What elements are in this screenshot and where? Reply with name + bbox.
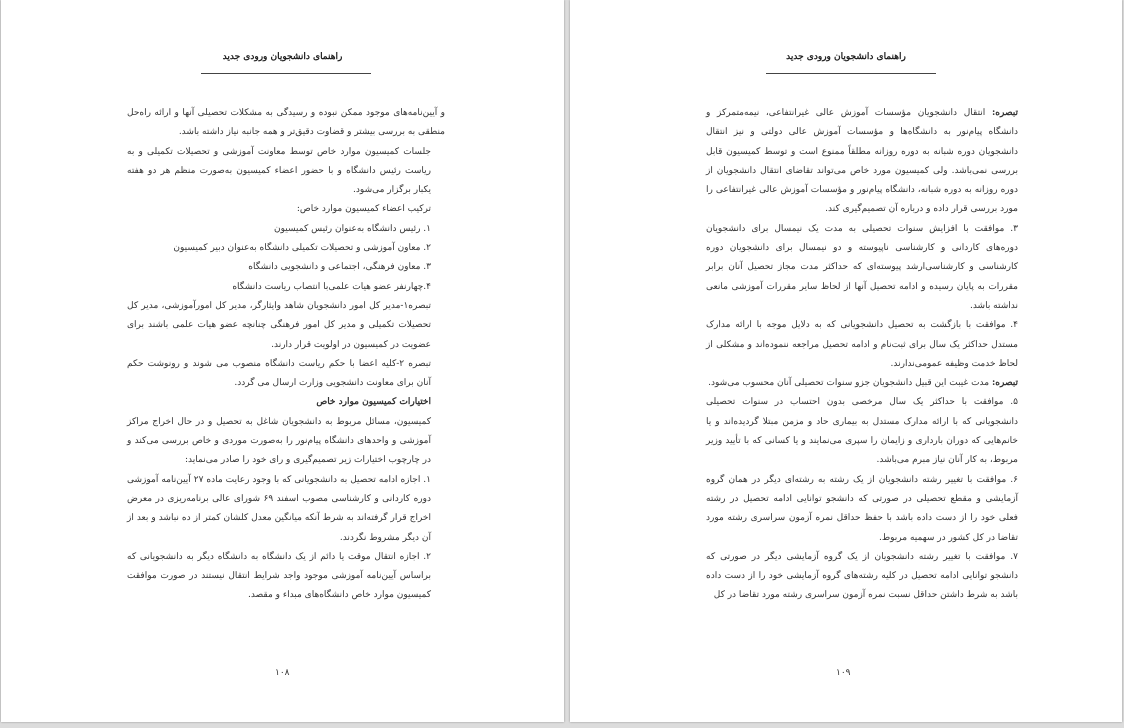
page-header: راهنمای دانشجویان ورودی جدید [222, 52, 343, 62]
paragraph [706, 316, 1032, 374]
list-item: ۱. رئیس دانشگاه به‌عنوان رئیس کمیسیون [274, 223, 431, 234]
header-divider [201, 73, 371, 74]
paragraph: کمیسیون، مسائل مربوط به دانشجویان شاغل به تحصیل و در حال اخراج مراکز آموزشی و واحدهای دانشگاه پیام‌نور را به‌صورت موردی و خاص بررسی می‌کند و در چارچوب اختیارات زیر تصمیم‌گیری و رای خود را صادر می‌نماید: [127, 416, 431, 466]
note-label: تبصره: [991, 378, 1018, 389]
paragraph-text: ۷. موافقت با تغییر رشته دانشجویان از یک گروه آزمایشی دیگر در صورتی که دانشجو توانایی ادامه تحصیل در کلیه رشته‌های گروه آزمایشی خود را از دست داده باشد به شرط داشتن حداقل نسبت نمره آزمون سراسری رشته مورد تقاضا در کل [706, 551, 1018, 601]
paragraph: ۲. اجازه انتقال موقت یا دائم از یک دانشگاه به دانشگاه دیگر به دانشجویانی که براساس آیین‌نامه آموزشی موجود واجد شرایط انتقال نیستند در صورت موافقت کمیسیون موارد خاص دانشگاه‌های مبداء و مقصد. [127, 551, 431, 601]
paragraph [706, 374, 1032, 393]
note-label: تبصره: [991, 108, 1018, 118]
paragraph: ترکیب اعضاء کمیسیون موارد خاص: [296, 204, 431, 215]
paragraph: جلسات کمیسیون موارد خاص توسط معاونت آموزشی و تحصیلات تکمیلی و به ریاست رئیس دانشگاه و با حضور اعضاء کمیسیون به‌صورت منظم هر دو هفته یکبار برگزار می‌شود. [127, 146, 431, 196]
paragraph [706, 471, 1032, 548]
paragraph-text: مدت غیبت این قبیل دانشجویان جزو سنوات تحصیلی آنان محسوب می‌شود. [708, 378, 992, 389]
paragraph [706, 393, 1032, 470]
paragraph [706, 104, 1032, 220]
paragraph-text: ۶. موافقت با تغییر رشته دانشجویان از یک رشته به رشته‌ای دیگر در همان گروه آزمایشی و مقطع تحصیلی در صورتی که دانشجو توانایی ادامه تحصیل در رشته فعلی خود را از دست داده باشد با حفظ حداقل نمره آزمون سراسری رشته مورد تقاضا در کل کشور در سهمیه مربوط. [706, 474, 1018, 543]
list-item: ۳. معاون فرهنگی، اجتماعی و دانشجویی دانشگاه [248, 262, 431, 273]
paragraph: و آیین‌نامه‌های موجود ممکن نبوده و رسیدگی به مشکلات تحصیلی آنها و ارائه راه‌حل منطقی به بررسی بیشتر و قضاوت دقیق‌تر و همه جانبه نیاز داشته باشد. [127, 108, 445, 138]
page-body [706, 104, 1032, 606]
paragraph-text: انتقال دانشجویان مؤسسات آموزش عالی غیرانتفاعی، نیمه‌متمرکز و دانشگاه پیام‌نور به دانشگاه‌ها و مؤسسات آموزش عالی دولتی و نیز انتقال دانشجویان دوره شبانه به دوره روزانه مطلقاً ممنوع است و توسط کمیسیون قابل بررسی نمی‌باشد. ولی کمیسیون مورد خاص می‌تواند تقاضای انتقال دانشجویان از دوره روزانه به دوره شبانه، دانشگاه پیام‌نور و مؤسسات آموزش عالی غیرانتفاعی را مورد بررسی قرار داده و درباره آن تصمیم‌گیری کند. [706, 108, 1018, 215]
paragraph-text: ۵. موافقت با حداکثر یک سال مرخصی بدون احتساب در سنوات تحصیلی دانشجویانی که با ارائه مدارک مستدل به بیماری حاد و مزمن مبتلا گردیده‌اند و یا خانم‌هایی که دوران بارداری و زایمان را سپری می‌نمایند و یا کسانی که با تأیید وزیر مربوط، به کار آنان نیاز مبرم می‌باشد. [706, 397, 1018, 466]
paragraph [706, 220, 1032, 316]
page-number: ۱۰۸ [275, 668, 290, 678]
paragraph-text: ۴. موافقت با بازگشت به تحصیل دانشجویانی که به دلایل موجه با ارائه مدارک مستدل حداکثر یک سال برای ثبت‌نام و ادامه تحصیل مراجعه ننموده‌اند و مشکلی از لحاظ خدمت وظیفه عمومی‌ندارند. [706, 320, 1018, 369]
page-body [127, 104, 445, 606]
header-divider [766, 73, 936, 74]
list-item: ۲. معاون آموزشی و تحصیلات تکمیلی دانشگاه به‌عنوان دبیر کمیسیون [173, 243, 431, 254]
document-page-right [570, 0, 1122, 722]
paragraph [706, 548, 1032, 606]
paragraph: تبصره۱-مدیر کل امور دانشجویان شاهد وایثارگر، مدیر کل امورآموزشی، مدیر کل تحصیلات تکمیلی و مدیر کل امور فرهنگی چنانچه عضو هیات علمی باشند برای عضویت در کمیسیون در اولویت قرار دارند. [127, 300, 431, 350]
paragraph: تبصره ۲-کلیه اعضا با حکم ریاست دانشگاه منصوب می شوند و رونوشت حکم آنان برای معاونت دانشجویی وزارت ارسال می گردد. [127, 358, 431, 389]
document-page-left [1, 0, 564, 722]
section-heading: اختیارات کمیسیون موارد خاص [316, 397, 431, 408]
paragraph-text: ۳. موافقت با افزایش سنوات تحصیلی به مدت یک نیمسال برای دانشجویان دوره‌های کاردانی و کارشناسی ناپیوسته و دو نیمسال برای دانشجویان دوره کارشناسی و کارشناسی‌ارشد پیوسته‌ای که حداکثر مدت مجاز تحصیل آنان برابر مقررات به پایان رسیده و ادامه تحصیل آنها از لحاظ سایر مقررات آموزشی مانعی نداشته باشد. [706, 223, 1018, 311]
page-header: راهنمای دانشجویان ورودی جدید [786, 52, 906, 62]
paragraph: ۱. اجازه ادامه تحصیل به دانشجویانی که با وجود رعایت ماده ۲۷ آیین‌نامه آموزشی دوره کاردانی و کارشناسی مصوب اسفند ۶۹ شورای عالی برنامه‌ریزی در معرض اخراج قرار گرفته‌اند به شرط آنکه میانگین معدل کلشان کمتر از ده نباشد و بعد از آن دیگر مشروط نگردند. [127, 474, 432, 543]
page-number: ۱۰۹ [836, 668, 851, 678]
list-item: ۴.چهارنفر عضو هیات علمی‌با انتصاب ریاست دانشگاه [232, 281, 431, 292]
